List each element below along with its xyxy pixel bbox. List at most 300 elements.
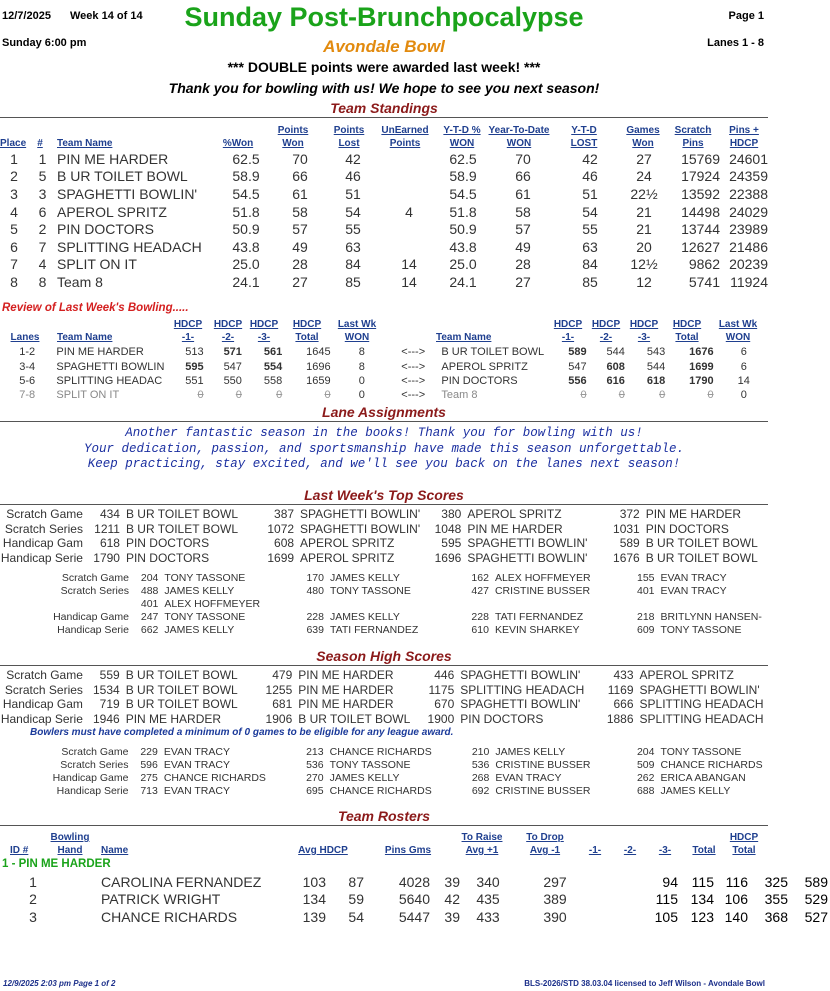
standings-cell: SPLIT ON IT bbox=[57, 256, 137, 273]
standings-col-header bbox=[0, 122, 28, 150]
sh-team-cell: 559 bbox=[99, 668, 120, 683]
review-row bbox=[0, 359, 768, 373]
ts-team-cell: 1699 bbox=[267, 550, 295, 565]
top-scores-team-table bbox=[0, 507, 768, 565]
standings-cell: 43.8 bbox=[449, 238, 477, 255]
review-cell: SPAGHETTI BOWLIN bbox=[56, 360, 165, 373]
standings-cell: Team 8 bbox=[57, 273, 103, 290]
standings-cell: 20 bbox=[636, 238, 652, 255]
ts-ind-cell: 218 bbox=[637, 610, 655, 623]
ts-ind-cell: 228 bbox=[306, 610, 324, 623]
ts-ind-cell: ALEX HOFFMEYER bbox=[164, 597, 261, 610]
review-cell: 616 bbox=[606, 374, 625, 387]
standings-col-label: Scratch Pins bbox=[674, 125, 712, 149]
sh-ind-cell: 713 bbox=[140, 784, 158, 797]
roster-cell: 115 bbox=[655, 891, 678, 908]
standings-cell: 49 bbox=[292, 238, 308, 255]
standings-cell: 24359 bbox=[729, 168, 768, 185]
ts-team-cell: PIN DOCTORS bbox=[125, 550, 210, 565]
standings-cell: 3 bbox=[38, 185, 47, 202]
standings-cell: 1 bbox=[38, 150, 47, 167]
ts-ind-cell: CRISTINE BUSSER bbox=[494, 584, 591, 597]
standings-cell: 21 bbox=[636, 221, 652, 238]
ts-ind-cell: 170 bbox=[306, 571, 324, 584]
message-line-1: Another fantastic season in the books! Thank you for bowling with us! bbox=[125, 426, 643, 440]
standings-cell: 62.5 bbox=[232, 150, 260, 167]
ts-team-cell: B UR TOILET BOWL bbox=[125, 507, 238, 522]
standings-cell: 54 bbox=[582, 203, 598, 220]
review-col-label: Team Name bbox=[436, 332, 492, 343]
season-high-team-table bbox=[0, 668, 768, 726]
standings-cell: 28 bbox=[515, 256, 531, 273]
roster-raise: 435 bbox=[476, 891, 500, 908]
ts-team-cell: 372 bbox=[619, 507, 640, 522]
roster-total: 527 bbox=[804, 908, 828, 925]
roster-g2: 106 bbox=[724, 891, 748, 908]
review-cell: APEROL SPRITZ bbox=[441, 360, 528, 373]
review-row bbox=[0, 374, 768, 388]
standings-title: Team Standings bbox=[330, 100, 438, 116]
roster-row bbox=[0, 908, 830, 926]
review-cell: 8 bbox=[358, 346, 365, 359]
ts-team-cell: PIN ME HARDER bbox=[467, 521, 563, 536]
ts-team-cell: Scratch Series bbox=[4, 521, 83, 536]
sh-team-cell: B UR TOILET BOWL bbox=[125, 697, 238, 712]
ts-ind-cell bbox=[661, 597, 768, 610]
sh-ind-cell: TONY TASSONE bbox=[660, 745, 742, 758]
sh-team-cell: 446 bbox=[434, 668, 455, 683]
review-col-header bbox=[334, 317, 380, 344]
standings-cell: 61 bbox=[292, 185, 308, 202]
sh-team-cell: 719 bbox=[99, 697, 120, 712]
review-cell: 6 bbox=[740, 346, 747, 359]
ts-ind-cell: JAMES KELLY bbox=[164, 584, 235, 597]
roster-pins: 4028 bbox=[398, 873, 430, 890]
standings-cell: 51 bbox=[345, 185, 361, 202]
standings-col-label: Points Lost bbox=[333, 125, 365, 149]
roster-row bbox=[0, 891, 830, 909]
ts-ind-cell: JAMES KELLY bbox=[329, 610, 400, 623]
sh-team-cell: 681 bbox=[272, 697, 293, 712]
standings-cell: 9862 bbox=[688, 256, 720, 273]
roster-col-header bbox=[10, 829, 40, 857]
review-cell: 5-6 bbox=[19, 374, 36, 387]
review-cell: 0 bbox=[659, 389, 666, 402]
ts-team-cell: Handicap Gam bbox=[2, 536, 83, 551]
sh-ind-cell: 688 bbox=[636, 784, 655, 797]
review-cell: 595 bbox=[185, 360, 204, 373]
sh-team-cell: B UR TOILET BOWL bbox=[298, 711, 411, 726]
ts-team-cell: 1696 bbox=[434, 550, 462, 565]
review-cell: 618 bbox=[646, 374, 666, 387]
ts-ind-cell: 662 bbox=[140, 623, 159, 636]
standings-cell: 12627 bbox=[681, 238, 720, 255]
sh-team-cell: PIN ME HARDER bbox=[298, 697, 394, 712]
standings-cell: 24 bbox=[636, 168, 652, 185]
ts-team-cell: 1211 bbox=[94, 521, 120, 536]
standings-cell: 5741 bbox=[688, 273, 720, 290]
review-col-label: HDCP -3- bbox=[249, 319, 279, 343]
review-cell: Team 8 bbox=[441, 389, 478, 402]
standings-cell: 22½ bbox=[630, 185, 658, 202]
sh-ind-cell: Handicap Game bbox=[52, 771, 129, 784]
sh-ind-cell: 596 bbox=[140, 758, 158, 771]
standings-cell: 7 bbox=[38, 238, 47, 255]
standings-cell: 46 bbox=[345, 168, 361, 185]
review-cell: 551 bbox=[185, 374, 204, 387]
standings-cell: 61 bbox=[515, 185, 531, 202]
standings-cell: 43.8 bbox=[232, 238, 260, 255]
review-cell: 6 bbox=[740, 360, 747, 373]
review-cell: 0 bbox=[276, 389, 283, 402]
week-label: Week 14 of 14 bbox=[70, 10, 143, 22]
standings-cell: PIN DOCTORS bbox=[57, 221, 154, 238]
standings-cell: 55 bbox=[582, 221, 598, 238]
standings-col-header bbox=[328, 122, 370, 150]
review-col-label: HDCP -3- bbox=[629, 319, 659, 343]
standings-cell: 13744 bbox=[681, 221, 720, 238]
roster-avg: 139 bbox=[302, 908, 326, 925]
standings-col-label: Team Name bbox=[57, 138, 113, 149]
ts-team-cell: 1072 bbox=[267, 521, 295, 536]
standings-cell: 12½ bbox=[630, 256, 658, 273]
sh-team-cell: 670 bbox=[434, 697, 455, 712]
ts-ind-cell: Handicap Game bbox=[53, 610, 129, 623]
ts-ind-cell: TONY TASSONE bbox=[329, 584, 411, 597]
roster-col-label: -2- bbox=[623, 845, 637, 856]
ts-team-cell: 1676 bbox=[613, 550, 640, 565]
roster-hdcp: 59 bbox=[348, 891, 364, 908]
roster-total: 589 bbox=[804, 873, 828, 890]
standings-cell: PIN ME HARDER bbox=[57, 150, 169, 167]
standings-cell: 4 bbox=[38, 256, 47, 273]
standings-cell: 28 bbox=[292, 256, 308, 273]
ts-team-cell: SPAGHETTI BOWLIN' bbox=[467, 550, 588, 565]
standings-cell: 27 bbox=[292, 273, 308, 290]
roster-col-label: -3- bbox=[658, 845, 672, 856]
roster-games: 39 bbox=[444, 873, 460, 890]
sh-team-cell: 1169 bbox=[607, 682, 634, 697]
review-cell: 0 bbox=[358, 389, 365, 402]
sh-ind-cell: 509 bbox=[636, 758, 655, 771]
ts-ind-cell: ALEX HOFFMEYER bbox=[494, 571, 591, 584]
ts-team-cell: 380 bbox=[441, 507, 462, 522]
roster-games: 42 bbox=[444, 891, 460, 908]
review-cell: 0 bbox=[235, 389, 242, 402]
ts-team-row bbox=[0, 522, 768, 537]
sh-ind-cell: 229 bbox=[140, 745, 158, 758]
ts-ind-cell: KEVIN SHARKEY bbox=[494, 623, 580, 636]
sh-ind-cell: TONY TASSONE bbox=[329, 758, 411, 771]
standings-cell: 51.8 bbox=[449, 203, 477, 220]
standings-col-header bbox=[558, 122, 610, 150]
ts-team-cell: Handicap Serie bbox=[0, 550, 83, 565]
review-col-header bbox=[210, 317, 246, 344]
season-high-title: Season High Scores bbox=[316, 648, 452, 664]
roster-col-header bbox=[520, 829, 570, 857]
standings-cell: 8 bbox=[38, 273, 47, 290]
review-cell: 547 bbox=[223, 360, 242, 373]
review-cell: 3-4 bbox=[19, 360, 36, 373]
standings-cell: 8 bbox=[10, 273, 18, 290]
sh-ind-cell: 204 bbox=[636, 745, 655, 758]
standings-cell: 13592 bbox=[681, 185, 720, 202]
standings-cell: 70 bbox=[292, 150, 308, 167]
sh-ind-cell: CHANCE RICHARDS bbox=[660, 758, 763, 771]
standings-cell: 25.0 bbox=[449, 256, 477, 273]
standings-row bbox=[0, 203, 768, 221]
review-cell: 561 bbox=[263, 346, 283, 359]
sh-team-cell: Handicap Gam bbox=[2, 697, 83, 712]
review-cell: 550 bbox=[223, 374, 242, 387]
review-cell: B UR TOILET BOWL bbox=[441, 346, 545, 359]
review-cell: PIN DOCTORS bbox=[441, 374, 518, 387]
sh-team-cell: 479 bbox=[272, 668, 293, 683]
ts-ind-cell: TONY TASSONE bbox=[164, 610, 246, 623]
standings-cell: 63 bbox=[582, 238, 598, 255]
standings-col-header bbox=[57, 122, 187, 150]
ts-team-cell: 387 bbox=[274, 507, 295, 522]
roster-cell: 105 bbox=[654, 908, 678, 925]
roster-g3: 368 bbox=[764, 908, 788, 925]
standings-cell: 15769 bbox=[681, 150, 720, 167]
roster-g1: 123 bbox=[690, 908, 714, 925]
sh-ind-cell: EVAN TRACY bbox=[163, 745, 230, 758]
review-col-header bbox=[626, 317, 662, 344]
roster-col-header bbox=[582, 829, 608, 857]
roster-spacer bbox=[594, 908, 644, 926]
review-cell: SPLITTING HEADAC bbox=[56, 374, 163, 387]
ts-team-cell: 595 bbox=[441, 536, 462, 551]
review-col-label: Team Name bbox=[57, 332, 113, 343]
standings-cell: 2 bbox=[38, 221, 47, 238]
standings-col-header bbox=[722, 122, 766, 150]
review-title: Review of Last Week's Bowling..... bbox=[2, 302, 189, 314]
roster-col-header bbox=[724, 829, 764, 857]
roster-col-header bbox=[687, 829, 721, 857]
roster-col-label: Total bbox=[692, 845, 716, 856]
ts-team-cell: 618 bbox=[99, 536, 120, 551]
standings-cell: 54.5 bbox=[232, 185, 260, 202]
roster-col-label: Pins Gms bbox=[384, 845, 432, 856]
roster-id: 1 bbox=[29, 873, 37, 890]
standings-cell: 4 bbox=[405, 203, 413, 220]
roster-g3: 355 bbox=[764, 891, 788, 908]
standings-cell: 46 bbox=[582, 168, 598, 185]
standings-col-header bbox=[218, 122, 258, 150]
ts-ind-cell: 401 bbox=[637, 584, 655, 597]
bowling-center: Avondale Bowl bbox=[323, 37, 445, 56]
standings-cell: 58.9 bbox=[449, 168, 477, 185]
sh-ind-cell: EVAN TRACY bbox=[163, 784, 230, 797]
standings-cell: 57 bbox=[515, 221, 531, 238]
ts-ind-cell: 609 bbox=[637, 623, 655, 636]
lane-assignments-title: Lane Assignments bbox=[322, 404, 446, 420]
standings-row bbox=[0, 273, 768, 291]
standings-row bbox=[0, 238, 768, 256]
ts-ind-row bbox=[0, 610, 768, 623]
review-cell: 8 bbox=[358, 360, 365, 373]
sh-ind-cell: 275 bbox=[140, 771, 158, 784]
roster-g1: 134 bbox=[690, 891, 714, 908]
ts-ind-row bbox=[0, 584, 768, 597]
review-cell: 543 bbox=[646, 346, 666, 359]
ts-ind-cell: 401 bbox=[140, 597, 159, 610]
standings-cell: 2 bbox=[10, 168, 18, 185]
ts-ind-cell: EVAN TRACY bbox=[660, 584, 727, 597]
ts-ind-cell: TATI FERNANDEZ bbox=[329, 623, 419, 636]
review-cell: 1696 bbox=[306, 360, 331, 373]
sh-team-cell: Handicap Serie bbox=[0, 711, 83, 726]
standings-col-header bbox=[30, 122, 50, 150]
review-col-header bbox=[170, 317, 206, 344]
sh-ind-cell: CRISTINE BUSSER bbox=[495, 758, 591, 771]
ts-ind-row bbox=[0, 571, 768, 584]
roster-col-label: -1- bbox=[588, 845, 602, 856]
standings-row bbox=[0, 220, 768, 238]
roster-col-label: Avg HDCP bbox=[298, 845, 348, 856]
standings-cell: 58 bbox=[515, 203, 531, 220]
sh-team-cell: SPAGHETTI BOWLIN' bbox=[460, 697, 581, 712]
standings-col-label: Y-T-D LOST bbox=[570, 125, 598, 149]
sh-ind-cell: 268 bbox=[471, 771, 490, 784]
review-col-header bbox=[286, 317, 328, 344]
sh-ind-cell: 262 bbox=[636, 771, 655, 784]
review-cell: 0 bbox=[197, 389, 204, 402]
roster-g3: 325 bbox=[764, 873, 788, 890]
review-cell: 0 bbox=[740, 389, 747, 402]
review-col-header bbox=[550, 317, 586, 344]
sh-team-cell: 433 bbox=[613, 668, 634, 683]
roster-hdcp: 54 bbox=[348, 908, 364, 925]
standings-cell: 5 bbox=[10, 221, 18, 238]
roster-col-header bbox=[456, 829, 508, 857]
roster-g1: 115 bbox=[691, 873, 714, 890]
roster-col-header bbox=[296, 829, 350, 857]
ts-ind-cell: 488 bbox=[140, 584, 159, 597]
standings-cell: 55 bbox=[345, 221, 361, 238]
standings-cell bbox=[378, 185, 440, 203]
review-col-label: HDCP Total bbox=[292, 319, 322, 343]
roster-avg: 134 bbox=[302, 891, 326, 908]
roster-col-header bbox=[378, 829, 438, 857]
ts-team-cell: SPAGHETTI BOWLIN' bbox=[467, 536, 588, 551]
roster-name: CAROLINA FERNANDEZ bbox=[101, 873, 262, 890]
review-cell: 0 bbox=[580, 389, 587, 402]
review-cell: 558 bbox=[263, 374, 283, 387]
ts-ind-row bbox=[0, 623, 768, 636]
ts-ind-cell: Handicap Serie bbox=[57, 623, 129, 636]
standings-cell: 51.8 bbox=[232, 203, 260, 220]
ts-team-cell: PIN DOCTORS bbox=[125, 536, 210, 551]
roster-col-label: ID # bbox=[10, 845, 29, 856]
standings-cell: 6 bbox=[10, 238, 18, 255]
ts-ind-cell: 228 bbox=[471, 610, 489, 623]
standings-cell: 49 bbox=[515, 238, 531, 255]
roster-name: PATRICK WRIGHT bbox=[101, 891, 221, 908]
roster-table bbox=[0, 873, 830, 926]
review-cell: 589 bbox=[568, 346, 587, 359]
standings-cell: 54.5 bbox=[449, 185, 477, 202]
ts-ind-cell: 162 bbox=[471, 571, 489, 584]
eligibility-note: Bowlers must have completed a minimum of 0 games to be eligible for any league award. bbox=[30, 727, 454, 738]
standings-cell: 63 bbox=[345, 238, 361, 255]
ts-ind-cell: TONY TASSONE bbox=[660, 623, 742, 636]
sh-ind-cell: CRISTINE BUSSER bbox=[495, 784, 591, 797]
standings-table bbox=[0, 150, 768, 291]
review-cell: <---> bbox=[401, 374, 426, 387]
ts-team-cell: SPAGHETTI BOWLIN' bbox=[300, 521, 421, 536]
review-cell: 14 bbox=[737, 374, 750, 387]
sh-ind-cell: 536 bbox=[471, 758, 490, 771]
standings-cell: 23989 bbox=[729, 221, 768, 238]
roster-spacer bbox=[594, 891, 644, 909]
top-scores-title: Last Week's Top Scores bbox=[304, 487, 464, 503]
ts-ind-cell: 610 bbox=[471, 623, 489, 636]
standings-cell: 3 bbox=[10, 185, 18, 202]
sh-ind-cell: 270 bbox=[306, 771, 324, 784]
review-col-label: HDCP -1- bbox=[553, 319, 583, 343]
ts-team-cell: 1048 bbox=[434, 521, 462, 536]
sh-ind-row bbox=[0, 771, 768, 784]
review-cell: <---> bbox=[401, 389, 426, 402]
sh-team-cell: PIN ME HARDER bbox=[125, 711, 222, 726]
standings-cell bbox=[378, 220, 440, 238]
roster-col-label: Name bbox=[101, 845, 129, 856]
standings-cell bbox=[378, 168, 440, 186]
standings-cell: 57 bbox=[292, 221, 308, 238]
sh-ind-row bbox=[0, 784, 768, 797]
footer-left: 12/9/2025 2:03 pm Page 1 of 2 bbox=[3, 979, 116, 988]
ts-ind-cell: JAMES KELLY bbox=[164, 623, 235, 636]
standings-col-header bbox=[378, 122, 432, 150]
standings-col-header bbox=[438, 122, 486, 150]
ts-team-cell: APEROL SPRITZ bbox=[300, 536, 395, 551]
sh-ind-cell: JAMES KELLY bbox=[329, 771, 400, 784]
rosters-title: Team Rosters bbox=[337, 808, 431, 824]
sh-ind-cell: Handicap Serie bbox=[56, 784, 129, 797]
sh-team-cell: SPAGHETTI BOWLIN' bbox=[460, 668, 581, 683]
standings-cell: 42 bbox=[582, 150, 598, 167]
ts-ind-cell: 247 bbox=[140, 610, 159, 623]
standings-row bbox=[0, 150, 768, 168]
ts-ind-cell bbox=[495, 597, 631, 610]
sh-ind-cell: JAMES KELLY bbox=[495, 745, 566, 758]
review-cell: 1645 bbox=[306, 346, 331, 359]
review-col-label: Lanes bbox=[10, 332, 40, 343]
ts-ind-cell: Scratch Game bbox=[61, 571, 129, 584]
sh-ind-cell: CHANCE RICHARDS bbox=[329, 784, 432, 797]
roster-total: 529 bbox=[804, 891, 828, 908]
review-cell: 1676 bbox=[689, 346, 714, 359]
standings-cell: 20239 bbox=[729, 256, 768, 273]
ts-ind-cell bbox=[631, 597, 660, 610]
sh-team-cell: 1900 bbox=[427, 711, 455, 726]
roster-g2: 140 bbox=[724, 908, 748, 925]
day-time: Sunday 6:00 pm bbox=[2, 37, 87, 49]
standings-col-label: %Won bbox=[222, 138, 254, 149]
review-row bbox=[0, 345, 768, 359]
review-row bbox=[0, 388, 768, 402]
ts-team-cell: B UR TOILET BOWL bbox=[645, 550, 758, 565]
sh-team-cell: 1534 bbox=[92, 682, 120, 697]
standings-cell: 58.9 bbox=[232, 168, 260, 185]
ts-ind-cell: 427 bbox=[471, 584, 489, 597]
sh-ind-cell: EVAN TRACY bbox=[163, 758, 230, 771]
review-cell: 608 bbox=[606, 360, 625, 373]
review-col-label: HDCP Total bbox=[672, 319, 702, 343]
ts-ind-cell bbox=[466, 597, 495, 610]
